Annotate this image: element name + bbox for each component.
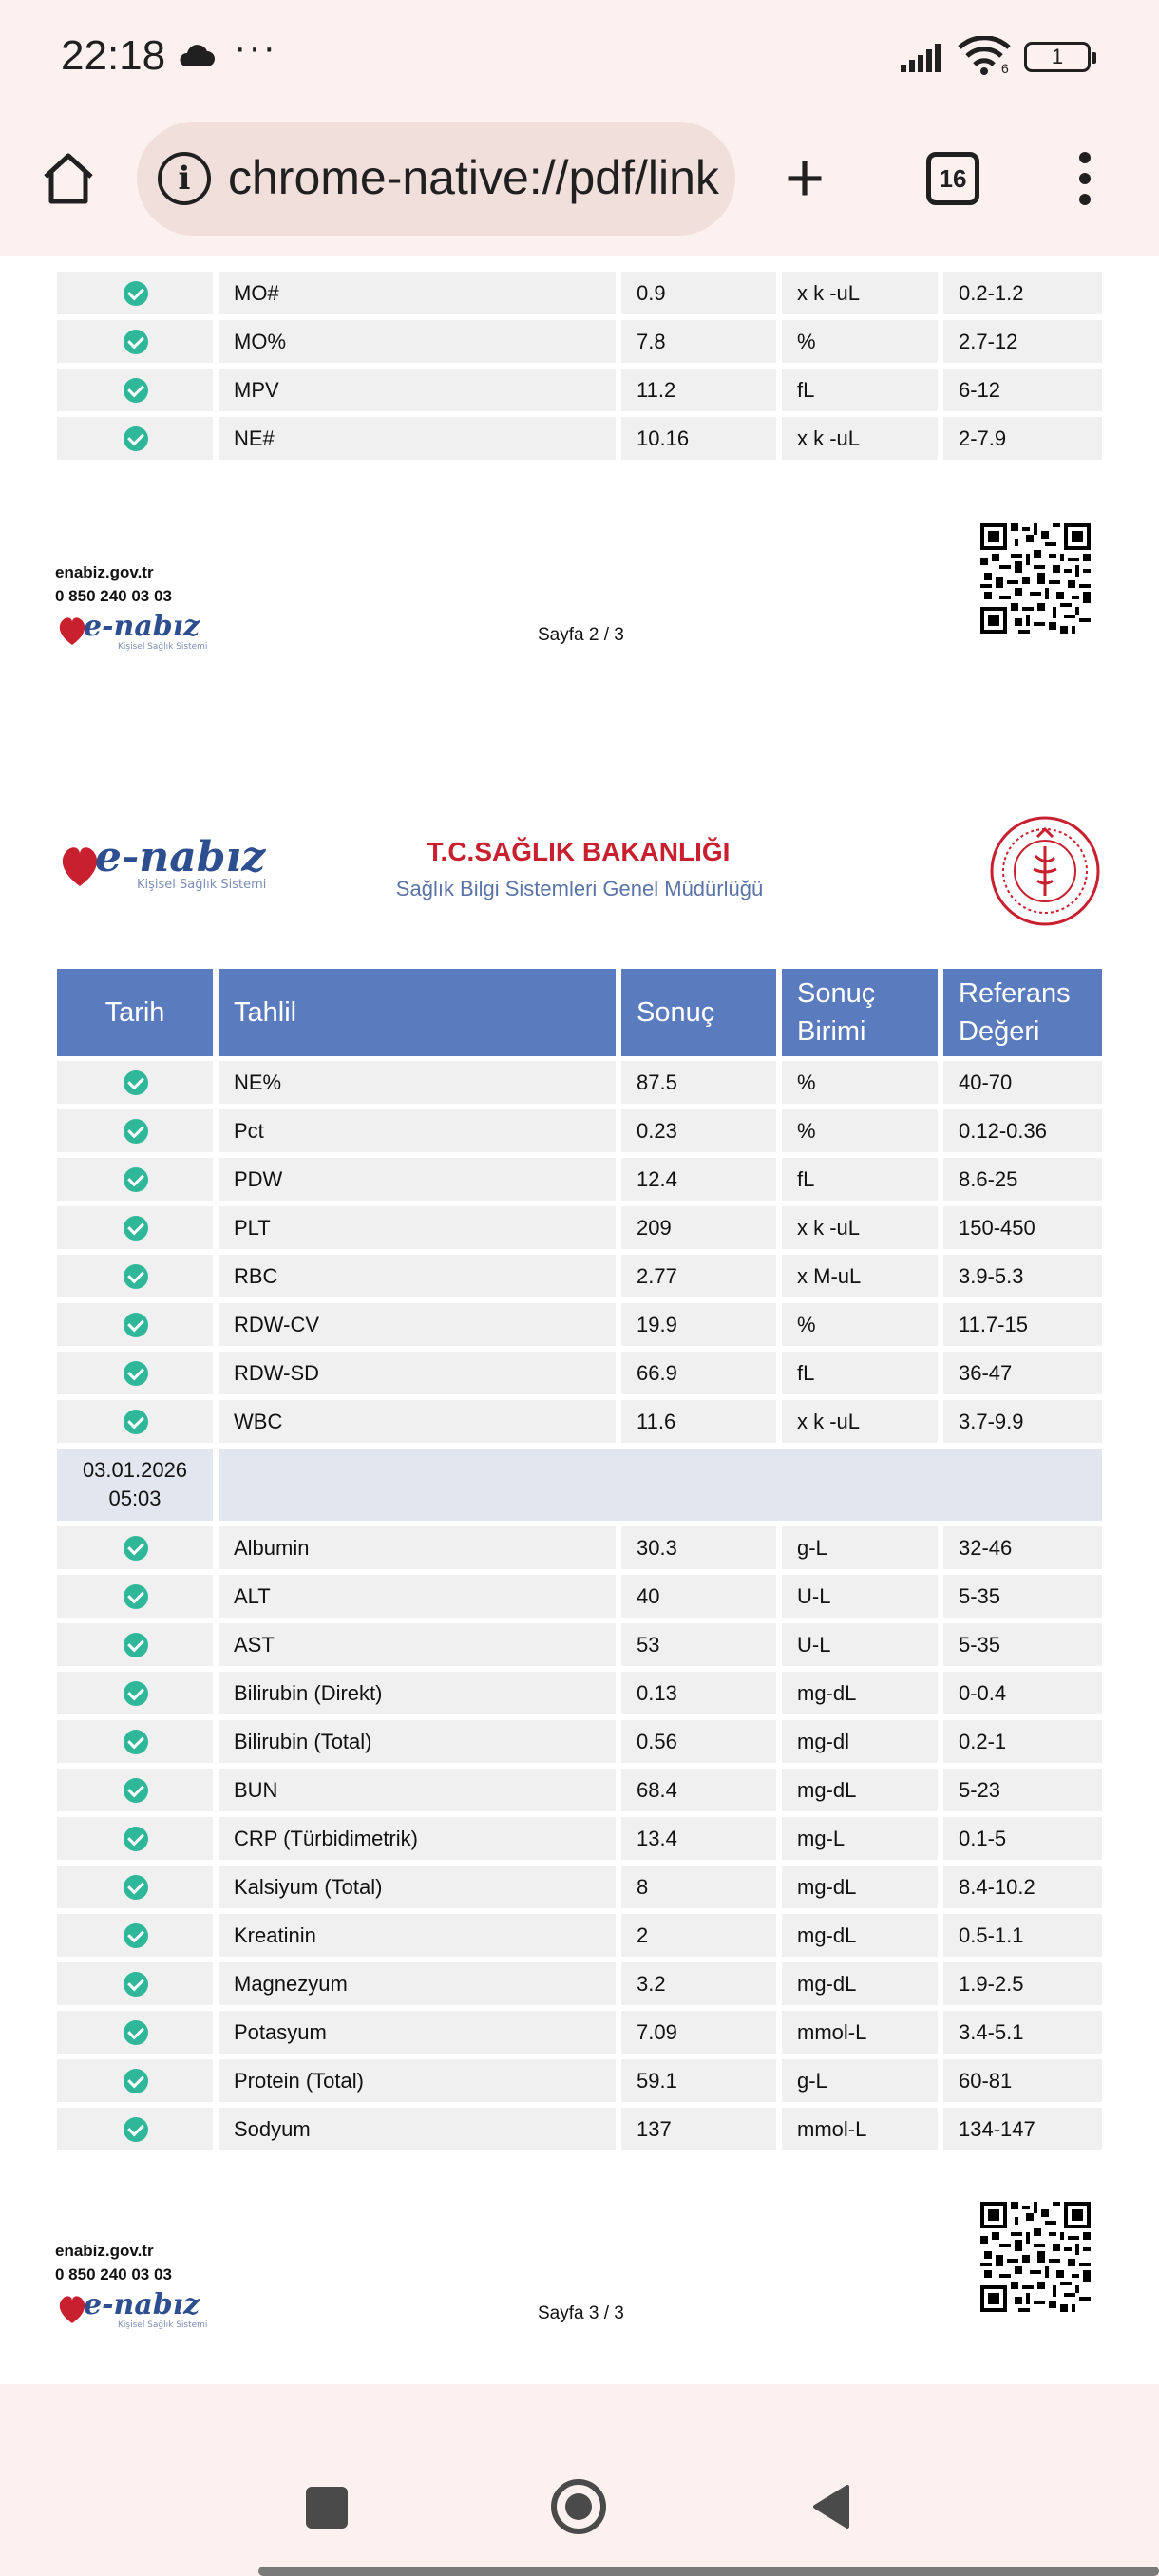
check-icon: [124, 330, 148, 354]
results-table-page2: [57, 272, 1102, 465]
table-row: [57, 1255, 1102, 1303]
test-name: PLT: [218, 1206, 616, 1249]
table-row: [57, 1672, 1102, 1720]
test-name: Pct: [218, 1109, 616, 1152]
test-name: Magnezyum: [218, 1962, 616, 2005]
test-name: WBC: [218, 1400, 616, 1443]
test-name: AST: [218, 1623, 616, 1666]
test-name: MPV: [218, 369, 616, 411]
plus-icon[interactable]: +: [785, 141, 826, 217]
test-reference: 5-35: [943, 1623, 1102, 1666]
table-row: [57, 1623, 1102, 1672]
test-reference: 0.2-1: [943, 1720, 1102, 1763]
pdf-viewer[interactable]: [0, 256, 1159, 2384]
header-unit: Sonuç Birimi: [782, 969, 938, 1056]
test-unit: U-L: [782, 1575, 938, 1618]
table-row: [57, 417, 1102, 465]
footer-site: enabiz.gov.tr: [55, 2242, 154, 2260]
header-test: Tahlil: [218, 969, 616, 1056]
header-result: Sonuç: [621, 969, 776, 1056]
check-icon: [124, 2117, 148, 2142]
test-unit: mg-dl: [782, 1720, 938, 1763]
test-name: BUN: [218, 1769, 616, 1811]
heart-icon: [55, 2287, 226, 2329]
test-reference: 0.2-1.2: [943, 272, 1102, 314]
test-unit: mg-dL: [782, 1962, 938, 2005]
check-icon: [124, 1410, 148, 1434]
enabiz-logo: [55, 609, 226, 655]
test-result: 7.8: [621, 320, 776, 363]
test-reference: 0.12-0.36: [943, 1109, 1102, 1152]
test-result: 209: [621, 1206, 776, 1249]
test-unit: fL: [782, 1352, 938, 1394]
test-unit: %: [782, 320, 938, 363]
test-unit: x M-uL: [782, 1255, 938, 1297]
qr-code-icon: [980, 523, 1091, 634]
test-name: Potasyum: [218, 2011, 616, 2054]
table-row: [57, 1206, 1102, 1255]
info-icon[interactable]: i: [158, 152, 211, 205]
test-name: ALT: [218, 1575, 616, 1618]
table-row: [57, 1352, 1102, 1400]
table-row: [57, 1769, 1102, 1817]
test-reference: 32-46: [943, 1526, 1102, 1569]
test-result: 68.4: [621, 1769, 776, 1811]
test-result: 13.4: [621, 1817, 776, 1860]
test-reference: 1.9-2.5: [943, 1962, 1102, 2005]
table-row: [57, 1061, 1102, 1109]
overflow-menu-icon[interactable]: [1079, 152, 1094, 215]
test-result: 12.4: [621, 1158, 776, 1201]
address-bar[interactable]: [137, 122, 735, 236]
test-result: 66.9: [621, 1352, 776, 1394]
check-icon: [124, 2069, 148, 2093]
test-name: Kalsiyum (Total): [218, 1866, 616, 1908]
enabiz-logo: [57, 831, 276, 902]
test-reference: 11.7-15: [943, 1303, 1102, 1346]
test-unit: x k -uL: [782, 417, 938, 460]
date-band: [218, 1449, 1102, 1521]
date-cell: [57, 1449, 213, 1521]
check-icon: [124, 426, 148, 451]
test-unit: g-L: [782, 1526, 938, 1569]
test-result: 3.2: [621, 1962, 776, 2005]
test-result: 19.9: [621, 1303, 776, 1346]
pdf-page-3: [0, 755, 1159, 2384]
check-icon: [124, 1584, 148, 1609]
check-icon: [124, 1361, 148, 1386]
browser-toolbar: [0, 114, 1159, 256]
test-name: Bilirubin (Direkt): [218, 1672, 616, 1714]
test-name: Bilirubin (Total): [218, 1720, 616, 1763]
test-name: Protein (Total): [218, 2059, 616, 2102]
header-date: Tarih: [57, 969, 213, 1056]
test-name: Kreatinin: [218, 1914, 616, 1957]
table-row: [57, 1914, 1102, 1962]
check-icon: [124, 1313, 148, 1337]
date-group-row: [57, 1449, 1102, 1526]
check-icon: [124, 1216, 148, 1241]
check-icon: [124, 1923, 148, 1948]
home-icon[interactable]: [38, 148, 99, 209]
check-icon: [124, 1167, 148, 1192]
test-name: RDW-SD: [218, 1352, 616, 1394]
test-unit: mg-dL: [782, 1769, 938, 1811]
test-reference: 40-70: [943, 1061, 1102, 1104]
test-reference: 2.7-12: [943, 320, 1102, 363]
check-icon: [124, 1264, 148, 1289]
test-result: 11.6: [621, 1400, 776, 1443]
test-unit: g-L: [782, 2059, 938, 2102]
page-number: Sayfa 3 / 3: [538, 2303, 624, 2323]
enabiz-logo: [55, 2287, 226, 2334]
ministry-title: T.C.SAĞLIK BAKANLIĞI: [427, 837, 731, 866]
check-icon: [124, 1536, 148, 1561]
status-time: 22:18: [61, 32, 166, 79]
table-header: [57, 969, 1102, 1056]
test-result: 0.9: [621, 272, 776, 314]
test-unit: mmol-L: [782, 2108, 938, 2150]
test-result: 8: [621, 1866, 776, 1908]
test-reference: 8.4-10.2: [943, 1866, 1102, 1908]
test-result: 87.5: [621, 1061, 776, 1104]
check-icon: [124, 1119, 148, 1144]
group-time: 05:03: [108, 1487, 162, 1510]
check-icon: [124, 1972, 148, 1997]
footer-phone: 0 850 240 03 03: [55, 2265, 172, 2283]
table-row: [57, 1303, 1102, 1352]
test-result: 0.13: [621, 1672, 776, 1714]
test-name: Sodyum: [218, 2108, 616, 2150]
url-text[interactable]: chrome-native://pdf/link: [228, 151, 719, 204]
test-reference: 134-147: [943, 2108, 1102, 2150]
table-row: [57, 320, 1102, 369]
test-name: NE#: [218, 417, 616, 460]
test-reference: 36-47: [943, 1352, 1102, 1394]
test-reference: 6-12: [943, 369, 1102, 411]
group-date: 03.01.2026: [82, 1458, 188, 1482]
check-icon: [124, 281, 148, 306]
test-reference: 5-23: [943, 1769, 1102, 1811]
test-unit: %: [782, 1109, 938, 1152]
check-icon: [124, 1070, 148, 1095]
test-unit: mg-dL: [782, 1914, 938, 1957]
page-number: Sayfa 2 / 3: [538, 625, 624, 645]
table-row: [57, 1400, 1102, 1449]
check-icon: [124, 378, 148, 403]
table-row: [57, 2108, 1102, 2156]
table-row: [57, 1158, 1102, 1206]
test-result: 2: [621, 1914, 776, 1957]
table-row: [57, 1109, 1102, 1158]
table-row: [57, 1526, 1102, 1575]
test-result: 59.1: [621, 2059, 776, 2102]
test-unit: U-L: [782, 1623, 938, 1666]
results-table-page3: [57, 1061, 1102, 2156]
table-row: [57, 2011, 1102, 2059]
svg-text:Kişisel Sağlık Sistemi: Kişisel Sağlık Sistemi: [118, 642, 208, 651]
gesture-handle[interactable]: [258, 2567, 1159, 2576]
test-unit: x k -uL: [782, 272, 938, 314]
system-nav-bar: [0, 2384, 1159, 2576]
test-result: 7.09: [621, 2011, 776, 2054]
test-unit: x k -uL: [782, 1400, 938, 1443]
check-icon: [124, 1778, 148, 1803]
department-title: Sağlık Bilgi Sistemleri Genel Müdürlüğü: [395, 877, 764, 900]
test-name: MO%: [218, 320, 616, 363]
more-notifications-icon: ···: [234, 27, 277, 68]
test-reference: 8.6-25: [943, 1158, 1102, 1201]
test-name: RDW-CV: [218, 1303, 616, 1346]
home-nav-icon[interactable]: [551, 2479, 606, 2534]
check-icon: [124, 1827, 148, 1851]
test-name: Albumin: [218, 1526, 616, 1569]
svg-text:Kişisel Sağlık Sistemi: Kişisel Sağlık Sistemi: [118, 2320, 208, 2329]
status-bar: [0, 0, 1159, 114]
table-row: [57, 1962, 1102, 2011]
test-unit: %: [782, 1303, 938, 1346]
test-reference: 150-450: [943, 1206, 1102, 1249]
svg-text:e-nabız: e-nabız: [95, 833, 266, 881]
ministry-seal-icon: [988, 814, 1102, 928]
table-row: [57, 1817, 1102, 1866]
test-result: 0.23: [621, 1109, 776, 1152]
svg-text:e-nabız: e-nabız: [84, 610, 200, 643]
table-row: [57, 1720, 1102, 1769]
test-name: PDW: [218, 1158, 616, 1201]
footer-site: enabiz.gov.tr: [55, 563, 154, 581]
test-unit: fL: [782, 369, 938, 411]
test-name: MO#: [218, 272, 616, 314]
check-icon: [124, 1730, 148, 1754]
header-reference: Referans Değeri: [943, 969, 1102, 1056]
heart-icon: [57, 831, 276, 898]
page-header: [0, 793, 1159, 926]
tab-switcher-icon[interactable]: 16: [926, 152, 979, 205]
recents-icon[interactable]: [306, 2487, 348, 2529]
footer-phone: 0 850 240 03 03: [55, 587, 172, 605]
test-unit: mg-dL: [782, 1866, 938, 1908]
table-row: [57, 1866, 1102, 1914]
test-reference: 5-35: [943, 1575, 1102, 1618]
test-result: 137: [621, 2108, 776, 2150]
table-row: [57, 1575, 1102, 1623]
back-icon[interactable]: [809, 2483, 851, 2530]
test-unit: x k -uL: [782, 1206, 938, 1249]
test-result: 53: [621, 1623, 776, 1666]
test-unit: mmol-L: [782, 2011, 938, 2054]
svg-text:e-nabız: e-nabız: [84, 2288, 200, 2321]
test-result: 40: [621, 1575, 776, 1618]
table-row: [57, 2059, 1102, 2108]
qr-code-icon: [980, 2202, 1091, 2312]
test-reference: 0.5-1.1: [943, 1914, 1102, 1957]
check-icon: [124, 1633, 148, 1657]
test-name: RBC: [218, 1255, 616, 1297]
test-result: 30.3: [621, 1526, 776, 1569]
svg-text:Kişisel Sağlık Sistemi: Kişisel Sağlık Sistemi: [137, 878, 267, 892]
check-icon: [124, 1681, 148, 1706]
test-unit: fL: [782, 1158, 938, 1201]
battery-icon: 1: [1024, 42, 1091, 72]
test-reference: 3.4-5.1: [943, 2011, 1102, 2054]
test-unit: mg-L: [782, 1817, 938, 1860]
wifi-badge: 6: [1001, 61, 1009, 76]
cloud-icon: [177, 44, 215, 68]
table-row: [57, 272, 1102, 320]
test-unit: mg-dL: [782, 1672, 938, 1714]
test-result: 10.16: [621, 417, 776, 460]
test-result: 11.2: [621, 369, 776, 411]
check-icon: [124, 1875, 148, 1900]
test-reference: 3.7-9.9: [943, 1400, 1102, 1443]
test-unit: %: [782, 1061, 938, 1104]
table-row: [57, 369, 1102, 417]
test-result: 0.56: [621, 1720, 776, 1763]
check-icon: [124, 2020, 148, 2045]
test-reference: 3.9-5.3: [943, 1255, 1102, 1297]
test-result: 2.77: [621, 1255, 776, 1297]
test-reference: 0.1-5: [943, 1817, 1102, 1860]
test-reference: 2-7.9: [943, 417, 1102, 460]
heart-icon: [55, 609, 226, 651]
test-name: CRP (Türbidimetrik): [218, 1817, 616, 1860]
test-name: NE%: [218, 1061, 616, 1104]
test-reference: 0-0.4: [943, 1672, 1102, 1714]
test-reference: 60-81: [943, 2059, 1102, 2102]
signal-icon: [901, 42, 946, 72]
